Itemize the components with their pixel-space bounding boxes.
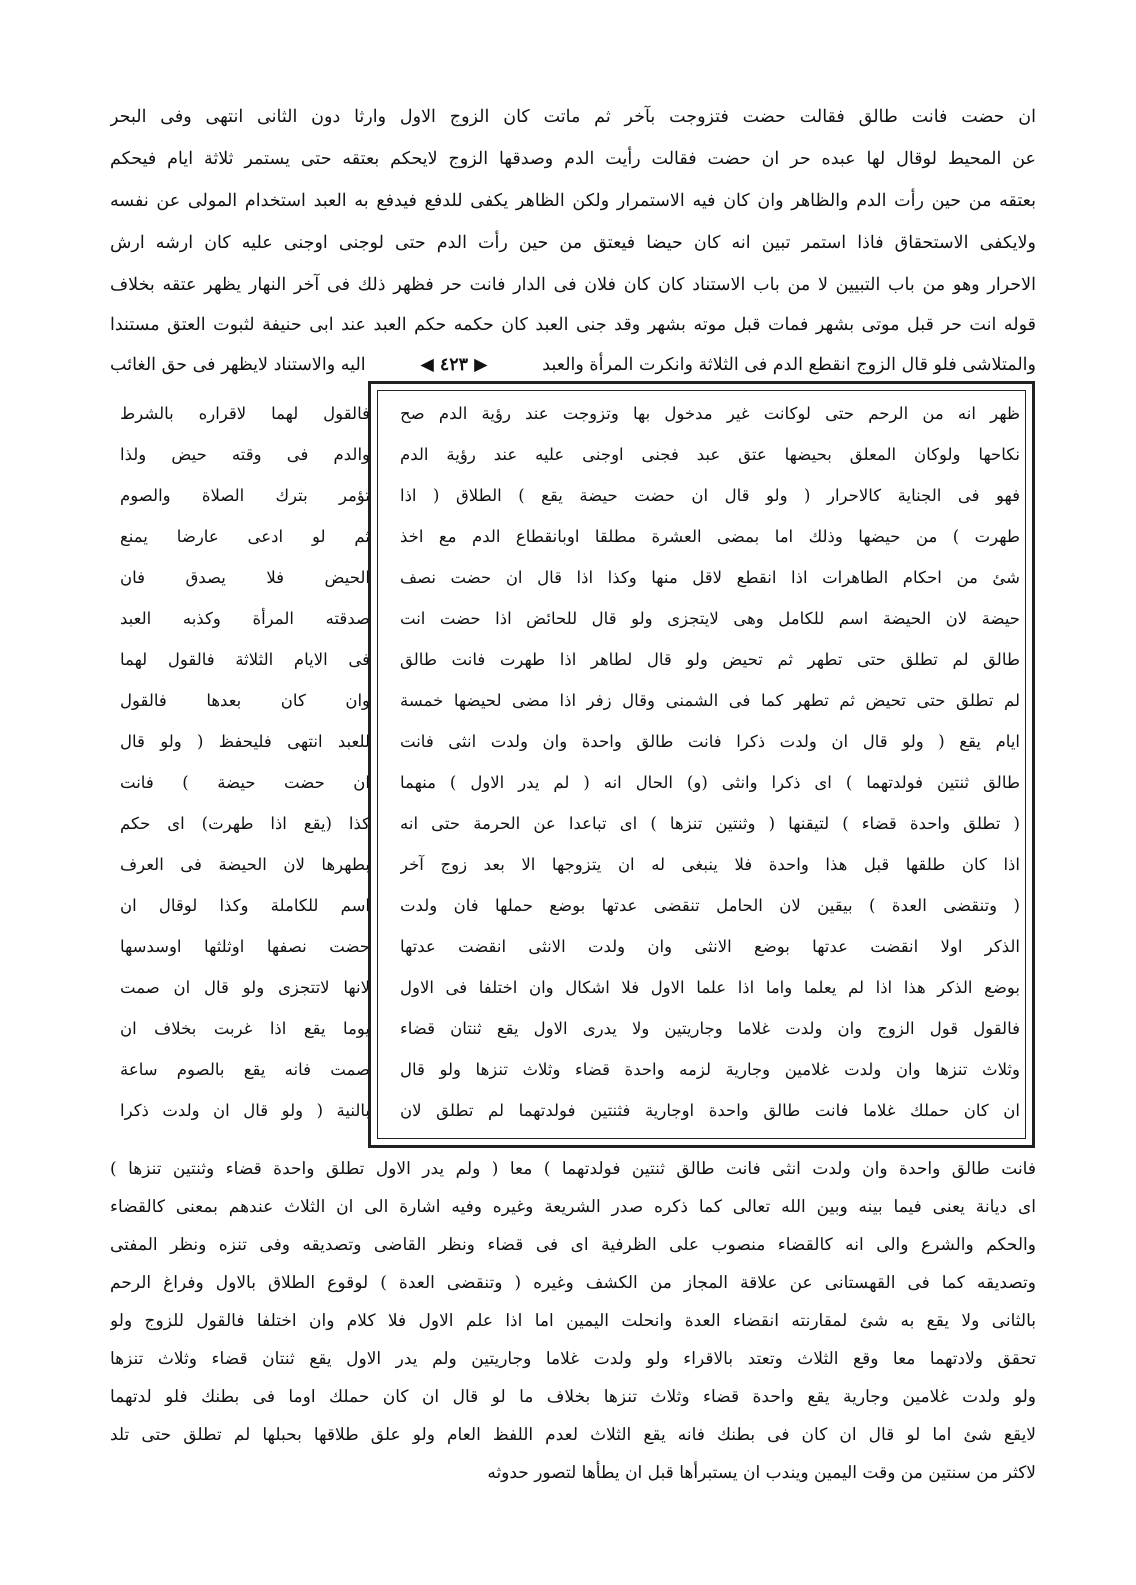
side-text-line: يوما يقع اذا غربت بخلاف ان: [120, 1019, 370, 1038]
page-number-value: ٤٢٣: [439, 355, 469, 375]
box-text-line: الذكر اولا انقضت عدتها بوضع الانثى وان ولدت الانثى انقضت عدتها: [400, 937, 1020, 956]
top-text-line: قوله انت حر قبل موتى بشهر فمات قبل موته بشهر وقد جنى العبد كان حكمه حكم العبد عند ابى حنيفة لثبوت العتق مستندا: [110, 315, 1036, 335]
box-text-line: وثلاث تنزها وان ولدت غلامين وجارية لزمه واحدة قضاء وثلاث تنزها ولو قال: [400, 1060, 1020, 1079]
top-text-line: بعتقه من حين رأت الدم والظاهر وان كان فيه الاستمرار ولكن الظاهر يكفى للدفع فيدفع به العبد استخدام المولى عن نفسه: [110, 191, 1036, 211]
side-text-line: للعبد انتهى فليحفظ ( ولو قال: [120, 732, 370, 751]
side-text-line: وان كان بعدها فالقول: [120, 691, 370, 710]
bottom-text-line: وتصديقه كما فى القهستانى عن علاقة المجاز من الكشف وغيره ( وتنقضى العدة ) لوقوع الطلاق بالاول وفراغ الرحم: [110, 1273, 1036, 1293]
side-text-line: ثم لو ادعى عارضا يمنع: [120, 527, 370, 546]
side-text-line: اسم للكاملة وكذا لوقال ان: [120, 896, 370, 915]
bottom-text-line: ولو ولدت غلامين وجارية يقع واحدة قضاء وثلاث تنزها بخلاف ما لو قال ان كان حملك اوما فى بطنك فلو لدتهما: [110, 1387, 1036, 1407]
box-text-line: شئ من احكام الطاهرات اذا انقطع لاقل منها وكذا اذا قال ان حضت نصف: [400, 568, 1020, 587]
header-text-left: اليه والاستناد لايظهر فى حق الغائب: [110, 355, 366, 375]
bottom-text-line: لاكثر من سنتين من وقت اليمين ويندب ان يستبرأها قبل ان يطأها لتصور حدوثه: [487, 1463, 1036, 1483]
side-text-line: فالقول لهما لاقراره بالشرط: [120, 404, 370, 423]
side-text-line: تؤمر بترك الصلاة والصوم: [120, 486, 370, 505]
side-text-line: والدم فى وقته حيض ولذا: [120, 445, 370, 464]
side-text-line: ان حضت حيضة ) فانت: [120, 773, 370, 792]
bottom-text-line: تحقق ولادتهما معا وقع الثلاث وتعتد بالاقراء ولو ولدت غلاما وجاريتين ولم يدر الاول يقع ثنتان قضاء وثلاث تنزها: [110, 1349, 1036, 1369]
box-text-line: بوضع الذكر هذا اذا لم يعلما واما اذا علما الاول فلا اشكال وان اختلفا فى الاول: [400, 978, 1020, 997]
top-text-line: الاحرار وهو من باب التبيين لا من باب الاستناد كان كان فلان فى الدار فانت حر فظهر ذلك فى آخر النهار يظهر عتقه بخلاف: [110, 275, 1036, 295]
box-text-line: حيضة لان الحيضة اسم للكامل وهى لايتجزى ولو قال للحائض اذا حضت انت: [400, 609, 1020, 628]
side-text-line: حضت نصفها اوثلثها اوسدسها: [120, 937, 370, 956]
bottom-text-line: لايقع شئ اما لو قال ان كان فى بطنك فانه يقع الثلاث لعدم اللفظ العام ولو علق طلاقها بحبلها لم تطلق حتى تلد: [110, 1425, 1036, 1445]
box-text-line: ان كان حملك غلاما فانت طالق واحدة اوجارية فثنتين فولدتهما لم تطلق لان: [400, 1101, 1020, 1120]
box-text-line: فالقول قول الزوج وان ولدت غلاما وجاريتين ولا يدرى الاول يقع ثنتان قضاء: [400, 1019, 1020, 1038]
side-text-line: بطهرها لان الحيضة فى العرف: [120, 855, 370, 874]
bottom-text-line: اى ديانة يعنى فيما بينه وبين الله تعالى كما ذكره صدر الشريعة وغيره وفيه اشارة الى ان الثلاث عندهم بمعنى كالقضاء: [110, 1197, 1036, 1217]
page-header-line: [110, 346, 1036, 384]
top-text-line: ان حضت فانت طالق فقالت حضت فتزوجت بآخر ثم ماتت كان الزوج الاول وارثا دون الثانى انتهى وفى البحر: [110, 107, 1036, 127]
box-text-line: طالق لم تطلق حتى تطهر ثم تحيض ولو قال لطاهر اذا طهرت فانت طالق: [400, 650, 1020, 669]
bottom-text-line: بالثانى ولا يقع به شئ لمقارنته انقضاء العدة وانحلت اليمين اما اذا علم الاول فلا كلام وان اختلفا فالقول للزوج ولو: [110, 1311, 1036, 1331]
side-text-line: فى الايام الثلاثة فالقول لهما: [120, 650, 370, 669]
side-text-line: بالنية ( ولو قال ان ولدت ذكرا: [120, 1101, 370, 1120]
header-text-right: والمتلاشى فلو قال الزوج انقطع الدم فى الثلاثة وانكرت المرأة والعبد: [542, 355, 1036, 375]
box-text-line: طهرت ) من حيضها وذلك اما بمضى العشرة مطلقا اوبانقطاع الدم مع اخذ: [400, 527, 1020, 546]
box-text-line: طالق ثنتين فولدتهما ) اى ذكرا وانثى (و) الحال انه ( لم يدر الاول ) منهما: [400, 773, 1020, 792]
side-text-line: كذا (يقع اذا طهرت) اى حكم: [120, 814, 370, 833]
page-number: ◀ ٤٢٣ ▶: [420, 355, 488, 375]
box-text-line: لم تطلق حتى تحيض ثم تطهر كما فى الشمنى وقال زفر اذا مضى لحيضها خمسة: [400, 691, 1020, 710]
box-text-line: اذا كان طلقها قبل هذا واحدة فلا ينبغى له ان يتزوجها الا بعد زوج آخر: [400, 855, 1020, 874]
top-text-line: عن المحيط لوقال لها عبده حر ان حضت فقالت رأيت الدم وصدقها الزوج لايحكم بعتقه حتى يستمر ثلاثة ايام فيحكم: [110, 149, 1036, 169]
bottom-text-line: فانت طالق واحدة وان ولدت انثى فانت طالق ثنتين فولدتهما ) معا ( ولم يدر الاول تطلق واحدة قضاء وثنتين تنزها ): [110, 1159, 1036, 1179]
box-text-line: نكاحها ولوكان المعلق بحيضها عتق عبد فجنى اوجنى عليه عند رؤية الدم: [400, 445, 1020, 464]
box-text-line: ايام يقع ( ولو قال ان ولدت ذكرا فانت طالق واحدة وان ولدت انثى فانت: [400, 732, 1020, 751]
box-text-line: ( تطلق واحدة قضاء ) لتيقنها ( وثنتين تنزها ) اى تباعدا عن الحرمة حتى انه: [400, 814, 1020, 833]
side-text-line: لانها لاتتجزى ولو قال ان صمت: [120, 978, 370, 997]
side-text-line: صمت فانه يقع بالصوم ساعة: [120, 1060, 370, 1079]
box-text-line: ( وتنقضى العدة ) بيقين لان الحامل تنقضى عدتها بوضع حملها فان ولدت: [400, 896, 1020, 915]
side-text-line: صدقته المرأة وكذبه العبد: [120, 609, 370, 628]
bottom-text-line: والحكم والشرع والى انه كالقضاء منصوب على الظرفية اى فى قضاء ونظر القاضى وتصديقه وفى تنزه ونظر المفتى: [110, 1235, 1036, 1255]
box-text-line: فهو فى الجناية كالاحرار ( ولو قال ان حضت حيضة يقع ) الطلاق ( اذا: [400, 486, 1020, 505]
side-text-line: الحيض فلا يصدق فان: [120, 568, 370, 587]
top-text-line: ولايكفى الاستحقاق فاذا استمر تبين انه كان حيضا فيعتق من حين رأت الدم حتى لوجنى اوجنى عليه كان ارشه ارش: [110, 233, 1036, 253]
box-text-line: ظهر انه من الرحم حتى لوكانت غير مدخول بها وتزوجت عند رؤية الدم صح: [400, 404, 1020, 423]
